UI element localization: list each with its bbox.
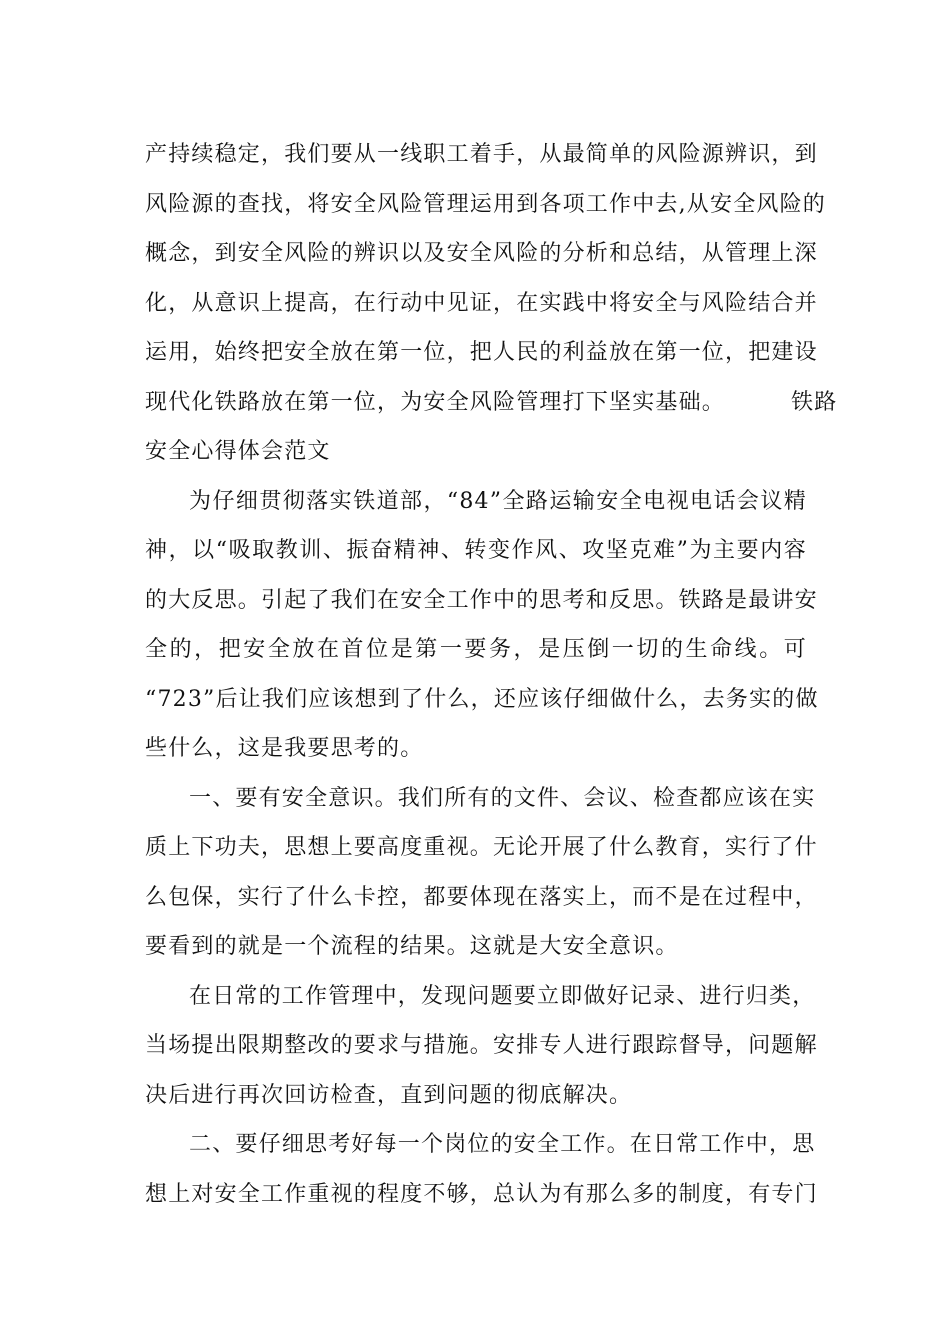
text-line: 些什么，这是我要思考的。 [145,736,424,761]
text-line: 风险源的查找，将安全风险管理运用到各项工作中去,从安全风险的 [145,191,826,217]
paragraph-2 [145,477,819,774]
text-line: 全的，把安全放在首位是第一要务，是压倒一切的生命线。可 [145,637,807,662]
text-line: “723”后让我们应该想到了什么，还应该仔细做什么，去务实的做 [145,686,819,712]
text-line: 想上对安全工作重视的程度不够，总认为有那么多的制度，有专门 [145,1181,818,1207]
text-line: 化，从意识上提高，在行动中见证，在实践中将安全与风险结合并 [145,290,818,316]
text-line: 决后进行再次回访检查，直到问题的彻底解决。 [145,1082,633,1108]
text-line: 当场提出限期整改的要求与措施。安排专人进行跟踪督导，问题解 [145,1033,818,1058]
section-title-start: 铁路 [791,389,838,415]
paragraph-1 [145,130,838,477]
text-line: 要看到的就是一个流程的结果。这就是大安全意识。 [145,934,679,959]
document-body [145,130,838,1219]
text-line: 产持续稳定，我们要从一线职工着手，从最简单的风险源辨识，到 [145,142,818,167]
paragraph-4 [145,972,818,1121]
text-line: 一、要有安全意识。我们所有的文件、会议、检查都应该在实 [189,785,816,811]
text-line: 运用，始终把安全放在第一位，把人民的利益放在第一位，把建设 [145,340,818,365]
text-line: 在日常的工作管理中，发现问题要立即做好记录、进行归类， [189,983,816,1009]
section-title: 安全心得体会范文 [145,439,331,464]
text-line: 神，以“吸取教训、振奋精神、转变作风、攻坚克难”为主要内容 [145,538,807,563]
paragraph-5 [145,1120,818,1219]
text-line: 二、要仔细思考好每一个岗位的安全工作。在日常工作中，思 [189,1132,816,1157]
text-line: 质上下功夫，思想上要高度重视。无论开展了什么教育，实行了什 [145,835,818,860]
text-line [145,378,838,428]
text-line: 为仔细贯彻落实铁道部，“84”全路运输安全电视电话会议精 [189,488,807,514]
text-line: 概念，到安全风险的辨识以及安全风险的分析和总结，从管理上深 [145,241,818,266]
text-line-main: 现代化铁路放在第一位，为安全风险管理打下坚实基础。 [145,389,726,415]
text-line: 么包保，实行了什么卡控，都要体现在落实上，而不是在过程中， [145,884,818,910]
paragraph-3 [145,774,818,972]
text-line: 的大反思。引起了我们在安全工作中的思考和反思。铁路是最讲安 [145,587,818,613]
